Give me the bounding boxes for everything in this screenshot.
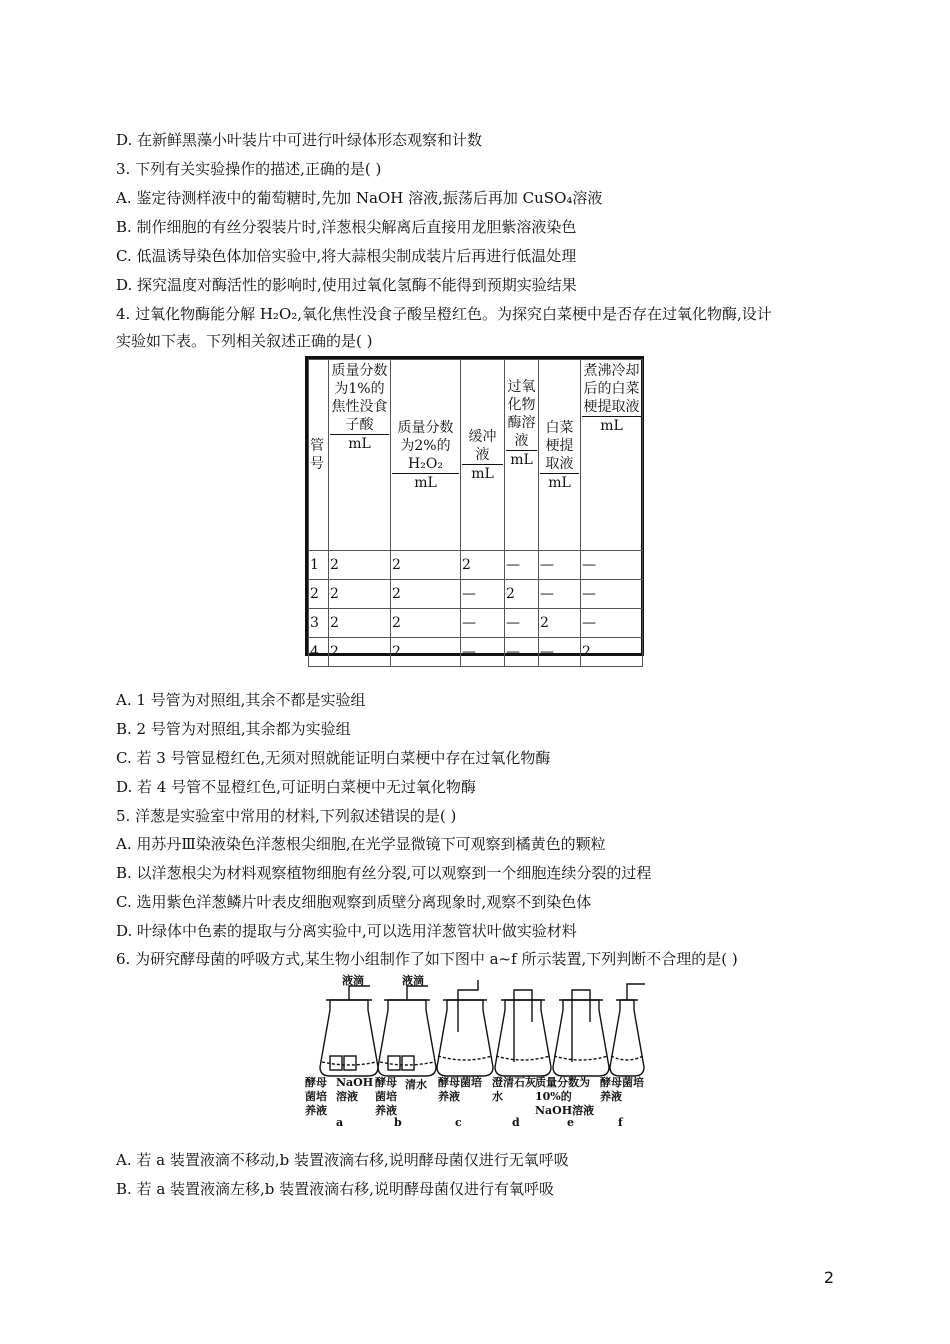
question-4-line2: 实验如下表。下列相关叙述正确的是( ) (116, 332, 373, 350)
q3-option-b: B. 制作细胞的有丝分裂装片时,洋葱根尖解离后直接用龙胆紫溶液染色 (116, 218, 577, 236)
header-h2o2: $\frac{\text{质量分数为2\%的H₂O₂}}{mL}$ (391, 360, 461, 551)
label-f: 酵母菌培养液 (600, 1076, 644, 1103)
q4-option-c: C. 若 3 号管显橙红色,无须对照就能证明白菜梗中存在过氧化物酶 (116, 749, 551, 767)
q3-option-a: A. 鉴定待测样液中的葡萄糖时,先加 NaOH 溶液,振荡后再加 CuSO₄溶液 (116, 189, 603, 207)
letter-b: b (394, 1116, 402, 1129)
label-b-left: 酵母菌培养液 (375, 1076, 397, 1117)
label-d: 澄清石灰水 (492, 1076, 536, 1103)
flask-b (378, 986, 436, 1076)
q5-option-d: D. 叶绿体中色素的提取与分离实验中,可以选用洋葱管状叶做实验材料 (116, 922, 577, 940)
q6-option-a: A. 若 a 装置液滴不移动,b 装置液滴右移,说明酵母菌仅进行无氧呼吸 (116, 1151, 569, 1169)
question-6: 6. 为研究酵母菌的呼吸方式,某生物小组制作了如下图中 a~f 所示装置,下列判断不合理的是( ) (116, 950, 738, 968)
label-a-left: 酵母菌培养液 (305, 1076, 327, 1117)
header-peroxidase: $\frac{\text{过氧化物酶溶液}}{mL}$ (505, 360, 539, 551)
question-5: 5. 洋葱是实验室中常用的材料,下列叙述错误的是( ) (116, 807, 457, 825)
flask-a (320, 986, 378, 1076)
q5-option-a: A. 用苏丹Ⅲ染液染色洋葱根尖细胞,在光学显微镜下可观察到橘黄色的颗粒 (116, 835, 606, 853)
header-boiled-extract: $\frac{\text{煮沸冷却后的白菜梗提取液}}{mL}$ (581, 360, 643, 551)
letter-e: e (567, 1116, 574, 1129)
header-buffer: $\frac{\text{缓冲液}}{mL}$ (461, 360, 505, 551)
q5-option-c: C. 选用紫色洋葱鳞片叶表皮细胞观察到质壁分离现象时,观察不到染色体 (116, 893, 592, 911)
option-3d-prev: D. 在新鲜黑藻小叶装片中可进行叶绿体形态观察和计数 (116, 131, 483, 149)
letter-d: d (512, 1116, 520, 1129)
table-row: 3 2 2 — — 2 — (309, 609, 643, 638)
label-c: 酵母菌培养液 (438, 1076, 482, 1103)
header-cabbage-extract: $\frac{\text{白菜梗提取液}}{mL}$ (539, 360, 581, 551)
q4-option-b: B. 2 号管为对照组,其余都为实验组 (116, 720, 351, 738)
table-row: 2 2 2 — 2 — — (309, 580, 643, 609)
drop-label-a: 液滴 (342, 974, 364, 987)
flask-c (437, 980, 493, 1076)
letter-a: a (336, 1116, 344, 1129)
letter-f: f (618, 1116, 623, 1129)
experiment-table (305, 356, 644, 660)
question-3: 3. 下列有关实验操作的描述,正确的是( ) (116, 160, 382, 178)
letter-c: c (455, 1116, 462, 1129)
q4-option-d: D. 若 4 号管不显橙红色,可证明白菜梗中无过氧化物酶 (116, 778, 476, 796)
label-a-right: NaOH溶液 (336, 1076, 374, 1103)
flask-d (495, 990, 551, 1076)
header-pyrogallol: $\frac{\text{质量分数为1\%的焦性没食子酸}}{mL}$ (329, 360, 391, 551)
q4-option-a: A. 1 号管为对照组,其余不都是实验组 (116, 691, 366, 709)
q5-option-b: B. 以洋葱根尖为材料观察植物细胞有丝分裂,可以观察到一个细胞连续分裂的过程 (116, 864, 652, 882)
q3-option-c: C. 低温诱导染色体加倍实验中,将大蒜根尖制成装片后再进行低温处理 (116, 247, 577, 265)
question-4-line1: 4. 过氧化物酶能分解 H₂O₂,氧化焦性没食子酸呈橙红色。为探究白菜梗中是否存在过氧化物酶,设计 (116, 305, 772, 323)
q6-option-b: B. 若 a 装置液滴左移,b 装置液滴右移,说明酵母菌仅进行有氧呼吸 (116, 1180, 554, 1198)
drop-label-b: 液滴 (402, 974, 424, 987)
table-row: 1 2 2 2 — — — (309, 551, 643, 580)
table-row: 4 2 2 — — — 2 (309, 638, 643, 667)
label-e: 质量分数为10%的NaOH溶液 (535, 1076, 595, 1117)
flask-f (610, 984, 645, 1076)
q3-option-d: D. 探究温度对酶活性的影响时,使用过氧化氢酶不能得到预期实验结果 (116, 276, 577, 294)
page-number: 2 (823, 1268, 834, 1287)
header-tube-number: 管号 (309, 360, 329, 551)
flask-e (553, 990, 609, 1076)
label-b-right: 清水 (405, 1078, 427, 1091)
